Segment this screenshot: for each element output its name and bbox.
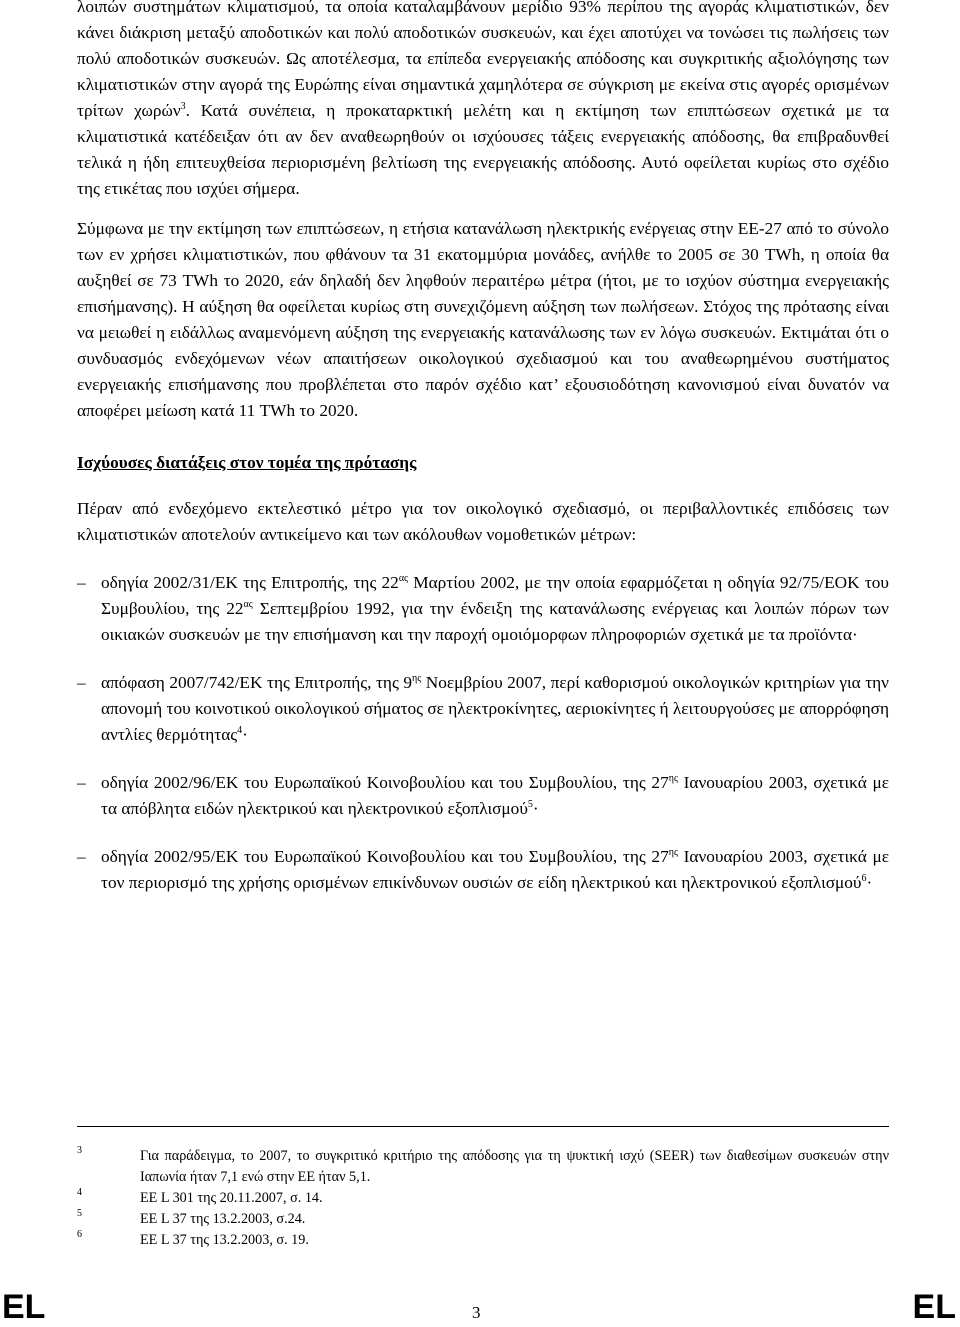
dash-bullet: –	[77, 773, 86, 792]
footnote-text: ΕΕ L 37 της 13.2.2003, σ.24.	[140, 1211, 306, 1227]
page-number: 3	[472, 1303, 481, 1322]
footnote-ref-4[interactable]: 4	[237, 725, 243, 736]
footnote-ref-6[interactable]: 6	[861, 873, 867, 884]
footnote-separator	[77, 1126, 889, 1127]
footnote	[77, 1188, 889, 1209]
footnote-ref-3[interactable]: 3	[180, 101, 186, 112]
section-heading: Ισχύουσες διατάξεις στον τομέα της πρότασης	[77, 453, 417, 472]
footnote	[77, 1209, 889, 1230]
language-code-right: EL	[912, 1288, 956, 1326]
paragraph-3: Πέραν από ενδεχόμενο εκτελεστικό μέτρο για τον οικολογικό σχεδιασμό, οι περιβαλλοντικές επιδόσεις των κλιματιστικών αποτελούν αντικείμενο και των ακόλουθων νομοθετικών μέτρων:	[77, 499, 889, 544]
document-body	[77, 0, 889, 918]
footnote-number: 6	[77, 1229, 82, 1240]
legislation-list	[77, 570, 889, 896]
footnote	[77, 1230, 889, 1251]
dash-bullet: –	[77, 573, 86, 592]
language-code-left: EL	[2, 1288, 46, 1326]
footnote-ref-5[interactable]: 5	[527, 799, 533, 810]
list-item: – οδηγία 2002/31/ΕΚ της Επιτροπής, της $22^{\alpha\varsigma}$ Μαρτίου 2002, με την οποία εφαρμόζεται η οδηγία 92/75/ΕΟΚ του Συμβουλίου, της $22^{\alpha\varsigma}$ Σεπτεμβρίου 1992, για την ένδειξη της κατανάλωσης ενέργειας και λοιπών πόρων των οικιακών συσκευών με την επισήμανση και την παροχή ομοιόμορφων πληροφοριών σχετικά με τα προϊόντα·	[77, 570, 889, 648]
dash-bullet: –	[77, 673, 86, 692]
list-item: – οδηγία 2002/96/ΕΚ του Ευρωπαϊκού Κοινοβουλίου και του Συμβουλίου, της $27^{\eta\varsigma}$ Ιανουαρίου 2003, σχετικά με τα απόβλητα ειδών ηλεκτρικού και ηλεκτρονικού εξοπλισμού$^5$·	[77, 770, 889, 822]
paragraph-1: λοιπών συστημάτων κλιματισμού, τα οποία καταλαμβάνουν μερίδιο 93% περίπου της αγοράς κλιματιστικών, δεν κάνει διάκριση μεταξύ αποδοτικών και πολύ αποδοτικών συσκευών, και έχει αποτύχει να τονώσει τις πωλήσεις των πολύ αποδοτικών συσκευών. Ως αποτέλεσμα, τα επίπεδα ενεργειακής απόδοσης και συγκριτικής αξιολόγησης των κλιματιστικών στην αγορά της Ευρώπης είναι σημαντικά χαμηλότερα σε σύγκριση με εκείνα στις αγορές ορισμένων τρίτων χωρών$^3$. Κατά συνέπεια, η προκαταρκτική μελέτη και η εκτίμηση των επιπτώσεων σχετικά με τα κλιματιστικά κατέδειξαν ότι αν δεν αναθεωρηθούν οι ισχύουσες τάξεις ενεργειακής απόδοσης, θα επιβραδυνθεί τελικά η ήδη επιτευχθείσα περιορισμένη βελτίωση της ενεργειακής απόδοσης. Αυτό οφείλεται κυρίως στο σχέδιο της ετικέτας που ισχύει σήμερα.	[77, 0, 889, 198]
footnote-number: 4	[77, 1187, 82, 1198]
footnote-text: ΕΕ L 37 της 13.2.2003, σ. 19.	[140, 1232, 309, 1248]
footnote-text: Για παράδειγμα, το 2007, το συγκριτικό κριτήριο της απόδοσης για τη ψυκτική ισχύ (SEER) των διαθεσίμων συσκευών στην Ιαπωνία ήταν 7,1 ενώ στην ΕΕ ήταν 5,1.	[140, 1148, 889, 1185]
footnotes	[77, 1146, 889, 1251]
list-item: – οδηγία 2002/95/ΕΚ του Ευρωπαϊκού Κοινοβουλίου και του Συμβουλίου, της $27^{\eta\varsigma}$ Ιανουαρίου 2003, σχετικά με τον περιορισμό της χρήσης ορισμένων επικίνδυνων ουσιών σε είδη ηλεκτρικού και ηλεκτρονικού εξοπλισμού$^6$·	[77, 844, 889, 896]
footnote-number: 3	[77, 1145, 82, 1156]
footnote-number: 5	[77, 1208, 82, 1219]
paragraph-2: Σύμφωνα με την εκτίμηση των επιπτώσεων, η ετήσια κατανάλωση ηλεκτρικής ενέργειας στην ΕΕ-27 από το σύνολο των εν χρήσει κλιματιστικών, που φθάνουν τα 31 εκατομμύρια μονάδες, ανήλθε το 2005 σε 30 TWh, η οποία θα αυξηθεί σε 73 TWh το 2020, εάν δηλαδή δεν ληφθούν περαιτέρω μέτρα (ήτοι, με το ισχύον σύστημα ενεργειακής επισήμανσης). Η αύξηση θα οφείλεται κυρίως στη συνεχιζόμενη αύξηση των πωλήσεων. Στόχος της πρότασης είναι να μειωθεί η ειδάλλως αναμενόμενη αύξηση της ενεργειακής κατανάλωσης των εν λόγω συσκευών. Εκτιμάται ότι ο συνδυασμός ενδεχόμενων νέων απαιτήσεων οικολογικού σχεδιασμού και του αναθεωρημένου συστήματος ενεργειακής επισήμανσης που προβλέπεται στο παρόν σχέδιο κατ’ εξουσιοδότηση κανονισμού είναι δυνατόν να αποφέρει μείωση κατά 11 TWh το 2020.	[77, 219, 889, 420]
footnote-text: ΕΕ L 301 της 20.11.2007, σ. 14.	[140, 1190, 323, 1206]
list-item: – απόφαση 2007/742/ΕΚ της Επιτροπής, της $9^{\eta\varsigma}$ Νοεμβρίου 2007, περί καθορισμού οικολογικών κριτηρίων για την απονομή του κοινοτικού οικολογικού σήματος σε ηλεκτροκίνητες, αεριοκίνητες ή λειτουργούσες με απορρόφηση αντλίες θερμότητας$^4$·	[77, 670, 889, 748]
footnote	[77, 1146, 889, 1188]
dash-bullet: –	[77, 847, 86, 866]
